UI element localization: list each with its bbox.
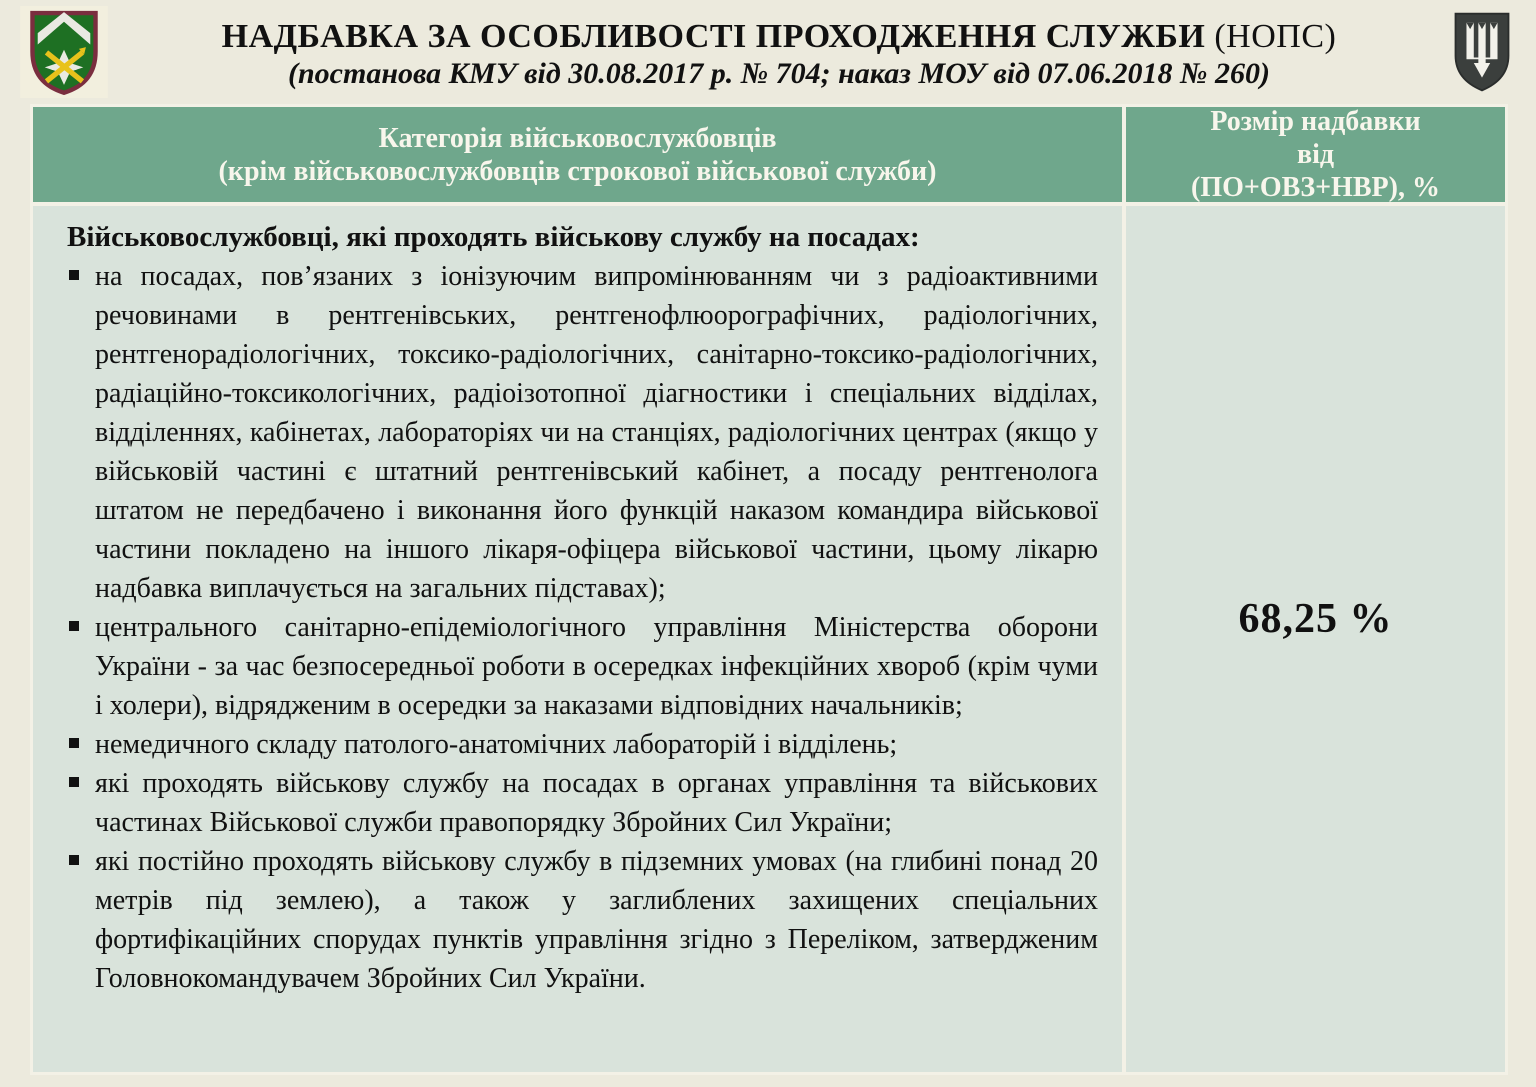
- header-size-line3: (ПО+ОВЗ+НВР), %: [1191, 172, 1440, 203]
- header-size-line2: від: [1296, 139, 1335, 170]
- list-item: [67, 725, 1098, 764]
- trident-shield-emblem-icon: [1450, 6, 1514, 94]
- page-title: [108, 18, 1450, 56]
- page-title-main: НАДБАВКА ЗА ОСОБЛИВОСТІ ПРОХОДЖЕННЯ СЛУЖБИ: [221, 18, 1206, 55]
- page-title-abbreviation: (НОПС): [1214, 18, 1337, 55]
- allowance-value-cell: [1126, 206, 1505, 1072]
- list-item: [67, 764, 1098, 842]
- table-header-category: [33, 107, 1122, 202]
- masthead: [0, 0, 1536, 102]
- bullet-square-icon: [69, 855, 79, 865]
- bullet-square-icon: [69, 777, 79, 787]
- list-item: [67, 608, 1098, 725]
- unit-shield-emblem-icon: [20, 6, 108, 98]
- list-item-text: які проходять військову службу на посадах в органах управління та військових частинах Військової служби правопорядку Збройних Сил України;: [95, 768, 1098, 838]
- list-item-text: які постійно проходять військову службу в підземних умовах (на глибині понад 20 метрів під землею), а також у заглиблених захищених спеціальних фортифікаційних спорудах пунктів управління згідно з Переліком, затвердженим Головнокомандувачем Збройних Сил України.: [95, 846, 1098, 994]
- category-heading: Військовослужбовці, які проходять військову службу на посадах:: [67, 221, 920, 253]
- list-item-text: немедичного складу патолого-анатомічних лабораторій і відділень;: [95, 729, 898, 760]
- list-item: [67, 257, 1098, 608]
- table-header-allowance-size: [1126, 107, 1505, 202]
- header-size-line1: Розмір надбавки: [1210, 106, 1421, 137]
- header-category-line1: Категорія військовослужбовців: [378, 122, 777, 154]
- list-item-text: центрального санітарно-епідеміологічного управління Міністерства оборони України - за час безпосередньої роботи в осередках інфекційних хвороб (крім чуми і холери), відрядженим в осередки за наказами відповідних начальників;: [95, 612, 1098, 721]
- header-category-line2: (крім військовослужбовців строкової військової служби): [218, 155, 937, 187]
- title-block: [108, 6, 1450, 92]
- category-cell: [33, 206, 1122, 1072]
- allowance-table: [30, 104, 1508, 1075]
- bullet-square-icon: [69, 270, 79, 280]
- page-subtitle: (постанова КМУ від 30.08.2017 р. № 704; наказ МОУ від 07.06.2018 № 260): [288, 57, 1270, 90]
- allowance-percentage: 68,25 %: [1238, 596, 1393, 642]
- category-list: [67, 257, 1098, 998]
- bullet-square-icon: [69, 738, 79, 748]
- list-item: [67, 842, 1098, 998]
- list-item-text: на посадах, пов’язаних з іонізуючим випромінюванням чи з радіоактивними речовинами в рентгенівських, рентгенофлюорографічних, радіологічних, рентгенорадіологічних, токсико-радіологічних, санітарно-токсико-радіологічних, радіаційно-токсикологічних, радіоізотопної діагностики і спеціальних відділах, відділеннях, кабінетах, лабораторіях чи на станціях, радіологічних центрах (якщо у військовій частині є штатний рентгенівський кабінет, а посаду рентгенолога штатом не передбачено і виконання його функцій наказом командира військової частини покладено на іншого лікаря-офіцера військової частини, цьому лікарю надбавка виплачується на загальних підставах);: [95, 261, 1098, 604]
- bullet-square-icon: [69, 621, 79, 631]
